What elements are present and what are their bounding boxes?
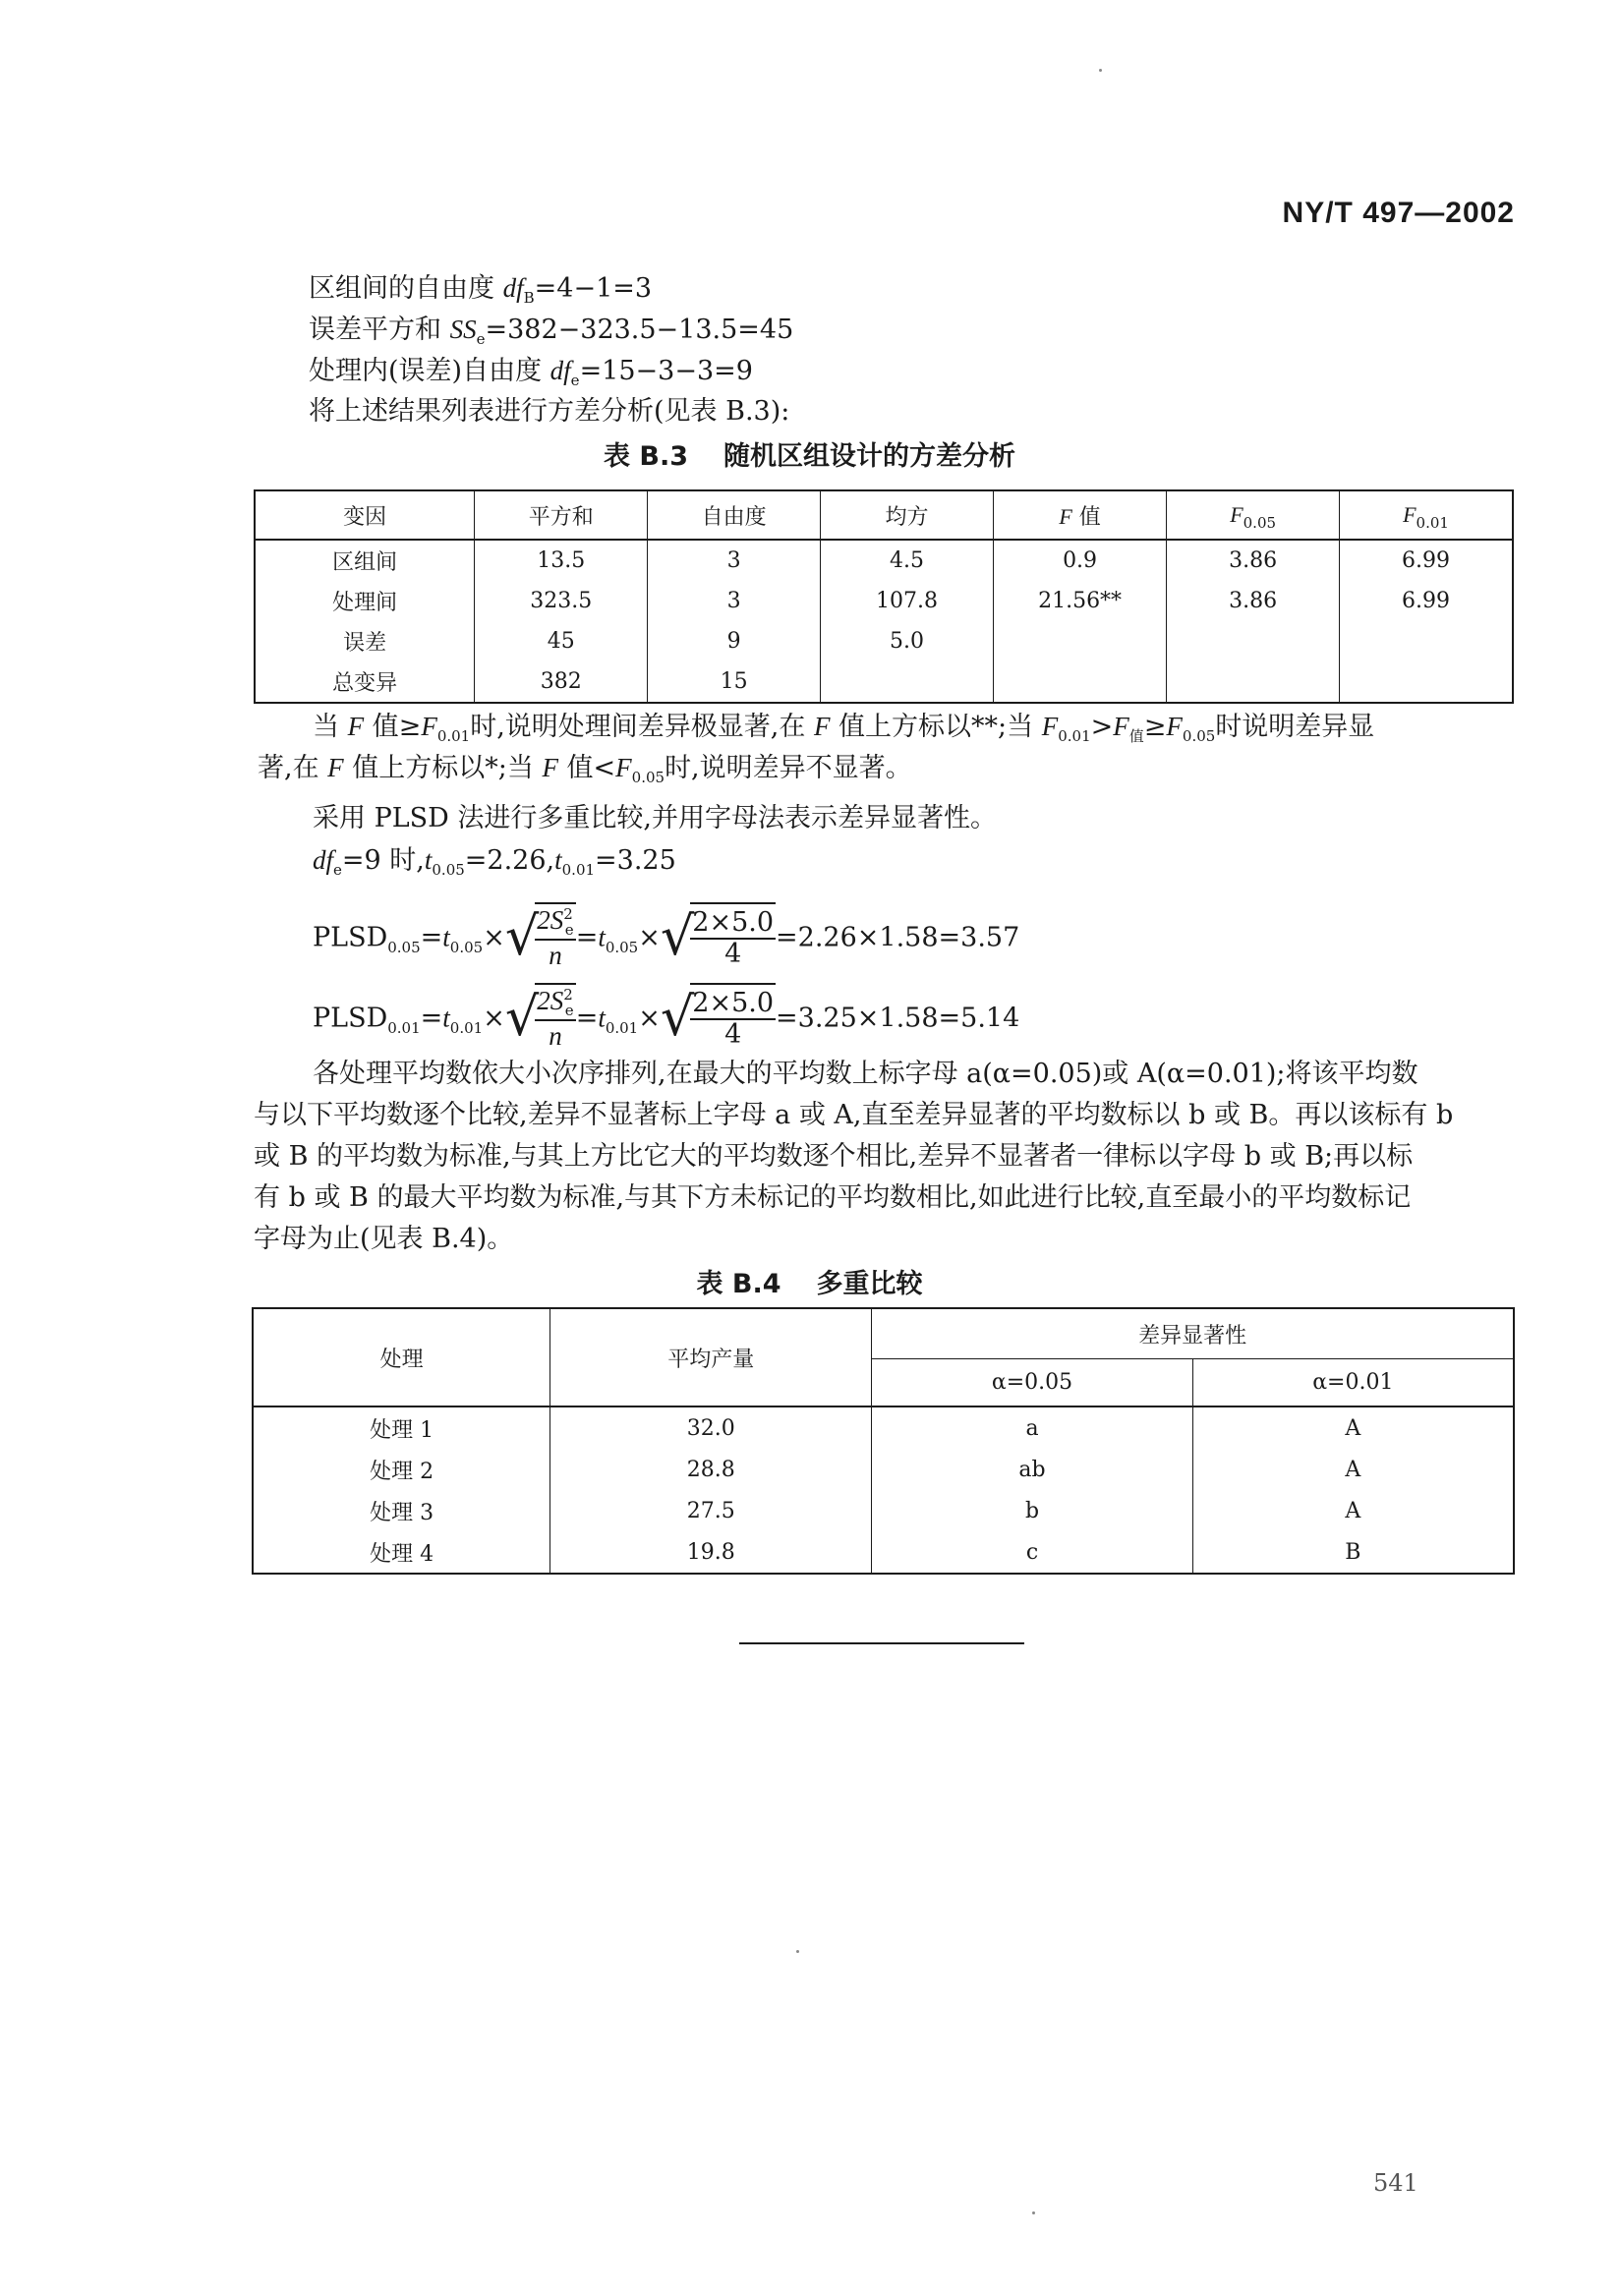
text: 时,说明处理间差异极显著,在 (470, 712, 814, 742)
intro-line-2 (309, 313, 793, 350)
alpha-001-cell: A (1192, 1406, 1514, 1449)
f-value-cell: 0.9 (993, 540, 1166, 581)
var-f: F (1166, 712, 1183, 741)
times-sign: × (638, 1003, 661, 1034)
radicand (690, 983, 776, 1056)
text: 值上方标以*;当 (343, 753, 543, 783)
standard-code: NY/T 497—2002 (1282, 197, 1515, 229)
fraction (535, 905, 575, 971)
df-cell: 15 (648, 661, 821, 703)
var-f: F (327, 753, 344, 782)
treatment-cell: 处理 3 (253, 1490, 550, 1531)
text: 值上方标以**;当 (830, 712, 1042, 742)
ranking-paragraph-line-5: 字母为止(见表 B.4)。 (254, 1224, 514, 1254)
text: 时,说明差异不显著。 (665, 753, 912, 783)
subscript: 0.05 (432, 861, 465, 879)
alpha-005-cell: a (872, 1406, 1192, 1449)
mean-yield-cell: 27.5 (550, 1490, 872, 1531)
caption-title: 随机区组设计的方差分析 (723, 441, 1016, 472)
var-t: t (442, 1003, 450, 1033)
table-row (255, 540, 1513, 581)
ranking-paragraph-line-2: 与以下平均数逐个比较,差异不显著标上字母 a 或 A,直至差异显著的平均数标以 b 或 B。再以该标有 b (254, 1100, 1454, 1130)
col-header-significance: 差异显著性 (872, 1308, 1514, 1359)
sqrt-icon: √ (660, 986, 695, 1048)
var-ss: SS (449, 315, 477, 344)
var-t: t (554, 845, 562, 875)
header-text: 值 (1071, 504, 1101, 530)
ms-cell (820, 661, 993, 703)
subscript: B (523, 289, 535, 307)
alpha-001-cell: A (1192, 1449, 1514, 1490)
table-row (253, 1449, 1514, 1490)
col-header-f001 (1340, 490, 1513, 540)
table-row (253, 1406, 1514, 1449)
numerator: 2×5.0 (692, 987, 775, 1018)
alpha-005-cell: c (872, 1531, 1192, 1574)
table-row (255, 581, 1513, 621)
intro-text: 误差平方和 (309, 315, 450, 345)
table-header-row (253, 1308, 1514, 1359)
subscript: 0.05 (631, 769, 665, 786)
mean-yield-cell: 19.8 (550, 1531, 872, 1574)
fraction (535, 986, 575, 1052)
plsd-005-formula: $PLSD_{0.05}=t_{0.05}\times√$ $\frac{2S^2_e}{n}$ $=t_{0.05}\times√$ $\frac{2\times 5.0}{4}$ =2.26×1.58=3.57 (313, 902, 1019, 976)
table-b3-caption (0, 440, 1619, 474)
source-cell: 区组间 (255, 540, 475, 581)
var-2s: 2S (537, 905, 564, 935)
subscript: 0.05 (449, 938, 484, 956)
intro-text: 区组间的自由度 (309, 273, 503, 304)
col-header-treatment: 处理 (253, 1308, 550, 1406)
ss-cell: 13.5 (475, 540, 648, 581)
formula-lhs: PLSD (313, 1003, 388, 1034)
subscript: e (476, 330, 486, 348)
sqrt-radical (661, 902, 776, 975)
text: 当 (313, 712, 348, 742)
var-f: F (615, 753, 632, 782)
col-header-df: 自由度 (648, 490, 821, 540)
intro-line-4: 将上述结果列表进行方差分析(见表 B.3): (309, 396, 790, 427)
text: 著,在 (258, 753, 328, 783)
plsd-001-formula: $PLSD_{0.01}=t_{0.01}\times√$ $\frac{2S^2_e}{n}$ $=t_{0.01}\times√$ $\frac{2\times 5.0}{4}$ =3.25×1.58=5.14 (313, 983, 1019, 1057)
subscript: e (564, 1002, 574, 1019)
var-df: df (313, 845, 334, 875)
col-header-ss: 平方和 (475, 490, 648, 540)
significance-rule-line-2 (258, 751, 912, 788)
subscript: 0.05 (387, 938, 421, 956)
intro-line-1 (309, 271, 652, 309)
scan-speck (796, 1950, 799, 1953)
df-cell: 3 (648, 581, 821, 621)
f-value-cell (993, 621, 1166, 661)
caption-title: 多重比较 (816, 1269, 923, 1299)
fraction (690, 908, 776, 969)
times-sign: × (483, 922, 505, 953)
mean-yield-cell: 32.0 (550, 1406, 872, 1449)
df-cell: 9 (648, 621, 821, 661)
superscript: 2 (563, 905, 573, 923)
subscript: 0.05 (605, 938, 639, 956)
var-t: t (442, 922, 450, 952)
var-f: F (1113, 712, 1129, 741)
col-header-ms: 均方 (820, 490, 993, 540)
var-t: t (424, 845, 433, 875)
var-f: F (1230, 502, 1243, 527)
sqrt-radical (505, 902, 576, 975)
var-2s: 2S (537, 986, 564, 1015)
var-f: F (1041, 712, 1059, 741)
col-header-source: 变因 (255, 490, 475, 540)
table-header-row (255, 490, 1513, 540)
expression: =4−1=3 (534, 273, 653, 304)
df-t-values-line (313, 843, 676, 881)
subscript: 0.01 (1058, 727, 1091, 745)
radicand (535, 902, 575, 975)
text: =2.26, (464, 845, 555, 876)
table-row (255, 661, 1513, 703)
subscript: 0.01 (436, 727, 471, 745)
col-header-f (993, 490, 1166, 540)
expression: =15−3−3=9 (579, 356, 753, 386)
expression: =382−323.5−13.5=45 (485, 315, 794, 345)
subscript: 0.01 (561, 861, 596, 879)
f001-cell (1340, 621, 1513, 661)
var-t: t (598, 922, 606, 952)
col-header-f005 (1167, 490, 1340, 540)
text: 时说明差异显 (1215, 712, 1375, 742)
treatment-cell: 处理 4 (253, 1531, 550, 1574)
var-df: df (502, 273, 524, 303)
table-row (255, 621, 1513, 661)
sqrt-radical (505, 983, 576, 1056)
sqrt-icon: √ (660, 905, 695, 967)
ss-cell: 382 (475, 661, 648, 703)
subscript: 0.01 (387, 1018, 421, 1037)
f001-cell: 6.99 (1340, 540, 1513, 581)
denominator: 4 (724, 938, 742, 969)
page-number: 541 (1373, 2169, 1418, 2197)
subscript: 0.01 (1416, 514, 1449, 532)
subscript: e (333, 861, 342, 879)
sqrt-radical (661, 983, 776, 1056)
significance-rule-line-1 (313, 710, 1374, 747)
f001-cell (1340, 661, 1513, 703)
source-cell: 处理间 (255, 581, 475, 621)
times-sign: × (638, 922, 661, 953)
treatment-cell: 处理 1 (253, 1406, 550, 1449)
text: =3.25 (595, 845, 676, 876)
formula-rhs: =3.25×1.58=5.14 (776, 1003, 1020, 1034)
var-f: F (813, 712, 831, 741)
ranking-paragraph-line-3: 或 B 的平均数为标准,与其上方比它大的平均数逐个相比,差异不显著者一律标以字母 b 或 B;再以标 (254, 1141, 1414, 1172)
col-header-alpha-005: α=0.05 (872, 1359, 1192, 1407)
radicand (535, 983, 575, 1056)
ms-cell: 5.0 (820, 621, 993, 661)
df-cell: 3 (648, 540, 821, 581)
f-value-cell (993, 661, 1166, 703)
table-row (253, 1531, 1514, 1574)
alpha-005-cell: b (872, 1490, 1192, 1531)
numerator: 2×5.0 (692, 906, 775, 938)
f005-cell: 3.86 (1167, 540, 1340, 581)
intro-line-3 (309, 354, 753, 391)
var-f: F (1059, 503, 1072, 529)
treatment-cell: 处理 2 (253, 1449, 550, 1490)
radicand (690, 902, 776, 975)
intro-text: 处理内(误差)自由度 (309, 356, 550, 386)
end-rule (739, 1642, 1024, 1644)
denominator (535, 1021, 575, 1052)
fraction (690, 989, 776, 1050)
var-df: df (549, 356, 571, 385)
f005-cell (1167, 621, 1340, 661)
ranking-paragraph-line-1: 各处理平均数依大小次序排列,在最大的平均数上标字母 a(α=0.05)或 A(α=0.01);将该平均数 (313, 1059, 1418, 1089)
f-value-cell: 21.56** (993, 581, 1166, 621)
caption-number: 表 B.3 (603, 441, 689, 472)
var-t: t (598, 1003, 606, 1033)
formula-rhs: =2.26×1.58=3.57 (776, 922, 1020, 953)
scan-speck (1032, 2211, 1035, 2214)
var-f: F (347, 712, 365, 741)
denominator (535, 941, 575, 971)
text: ≥ (1143, 712, 1167, 742)
ms-cell: 107.8 (820, 581, 993, 621)
multiple-comparison-table (252, 1307, 1515, 1575)
source-cell: 总变异 (255, 661, 475, 703)
f005-cell (1167, 661, 1340, 703)
var-f: F (1403, 502, 1417, 527)
denominator: 4 (724, 1018, 742, 1050)
numerator (535, 905, 575, 941)
ss-cell: 45 (475, 621, 648, 661)
subscript: 0.05 (1243, 514, 1277, 532)
var-n: n (549, 1021, 562, 1051)
times-sign: × (483, 1003, 505, 1034)
alpha-005-cell: ab (872, 1449, 1192, 1490)
text: 值≥ (364, 712, 422, 742)
table-b4-caption (0, 1268, 1619, 1301)
numerator (535, 986, 575, 1021)
f005-cell: 3.86 (1167, 581, 1340, 621)
subscript: 0.01 (605, 1018, 639, 1037)
caption-number: 表 B.4 (696, 1269, 781, 1299)
sqrt-icon: √ (504, 986, 540, 1048)
subscript: e (564, 921, 574, 939)
col-header-mean-yield: 平均产量 (550, 1308, 872, 1406)
plsd-method-line: 采用 PLSD 法进行多重比较,并用字母法表示差异显著性。 (313, 803, 997, 833)
ss-cell: 323.5 (475, 581, 648, 621)
table-row (253, 1490, 1514, 1531)
alpha-001-cell: A (1192, 1490, 1514, 1531)
ranking-paragraph-line-4: 有 b 或 B 的最大平均数为标准,与其下方未标记的平均数相比,如此进行比较,直至最小的平均数标记 (254, 1182, 1412, 1213)
subscript: 0.01 (449, 1018, 484, 1037)
var-f: F (542, 753, 558, 782)
scan-speck (1099, 69, 1102, 72)
col-header-alpha-001: α=0.01 (1192, 1359, 1514, 1407)
text: =9 时, (341, 845, 425, 876)
alpha-001-cell: B (1192, 1531, 1514, 1574)
formula-lhs: PLSD (313, 922, 388, 953)
text: 值< (557, 753, 616, 783)
var-n: n (549, 941, 562, 970)
ms-cell: 4.5 (820, 540, 993, 581)
sqrt-icon: √ (504, 905, 540, 967)
text: > (1090, 712, 1114, 742)
f001-cell: 6.99 (1340, 581, 1513, 621)
mean-yield-cell: 28.8 (550, 1449, 872, 1490)
subscript: 值 (1128, 727, 1144, 745)
source-cell: 误差 (255, 621, 475, 661)
subscript: e (570, 372, 580, 389)
anova-table (254, 489, 1514, 704)
superscript: 2 (563, 986, 573, 1004)
var-f: F (421, 712, 437, 741)
subscript: 0.05 (1182, 727, 1216, 745)
